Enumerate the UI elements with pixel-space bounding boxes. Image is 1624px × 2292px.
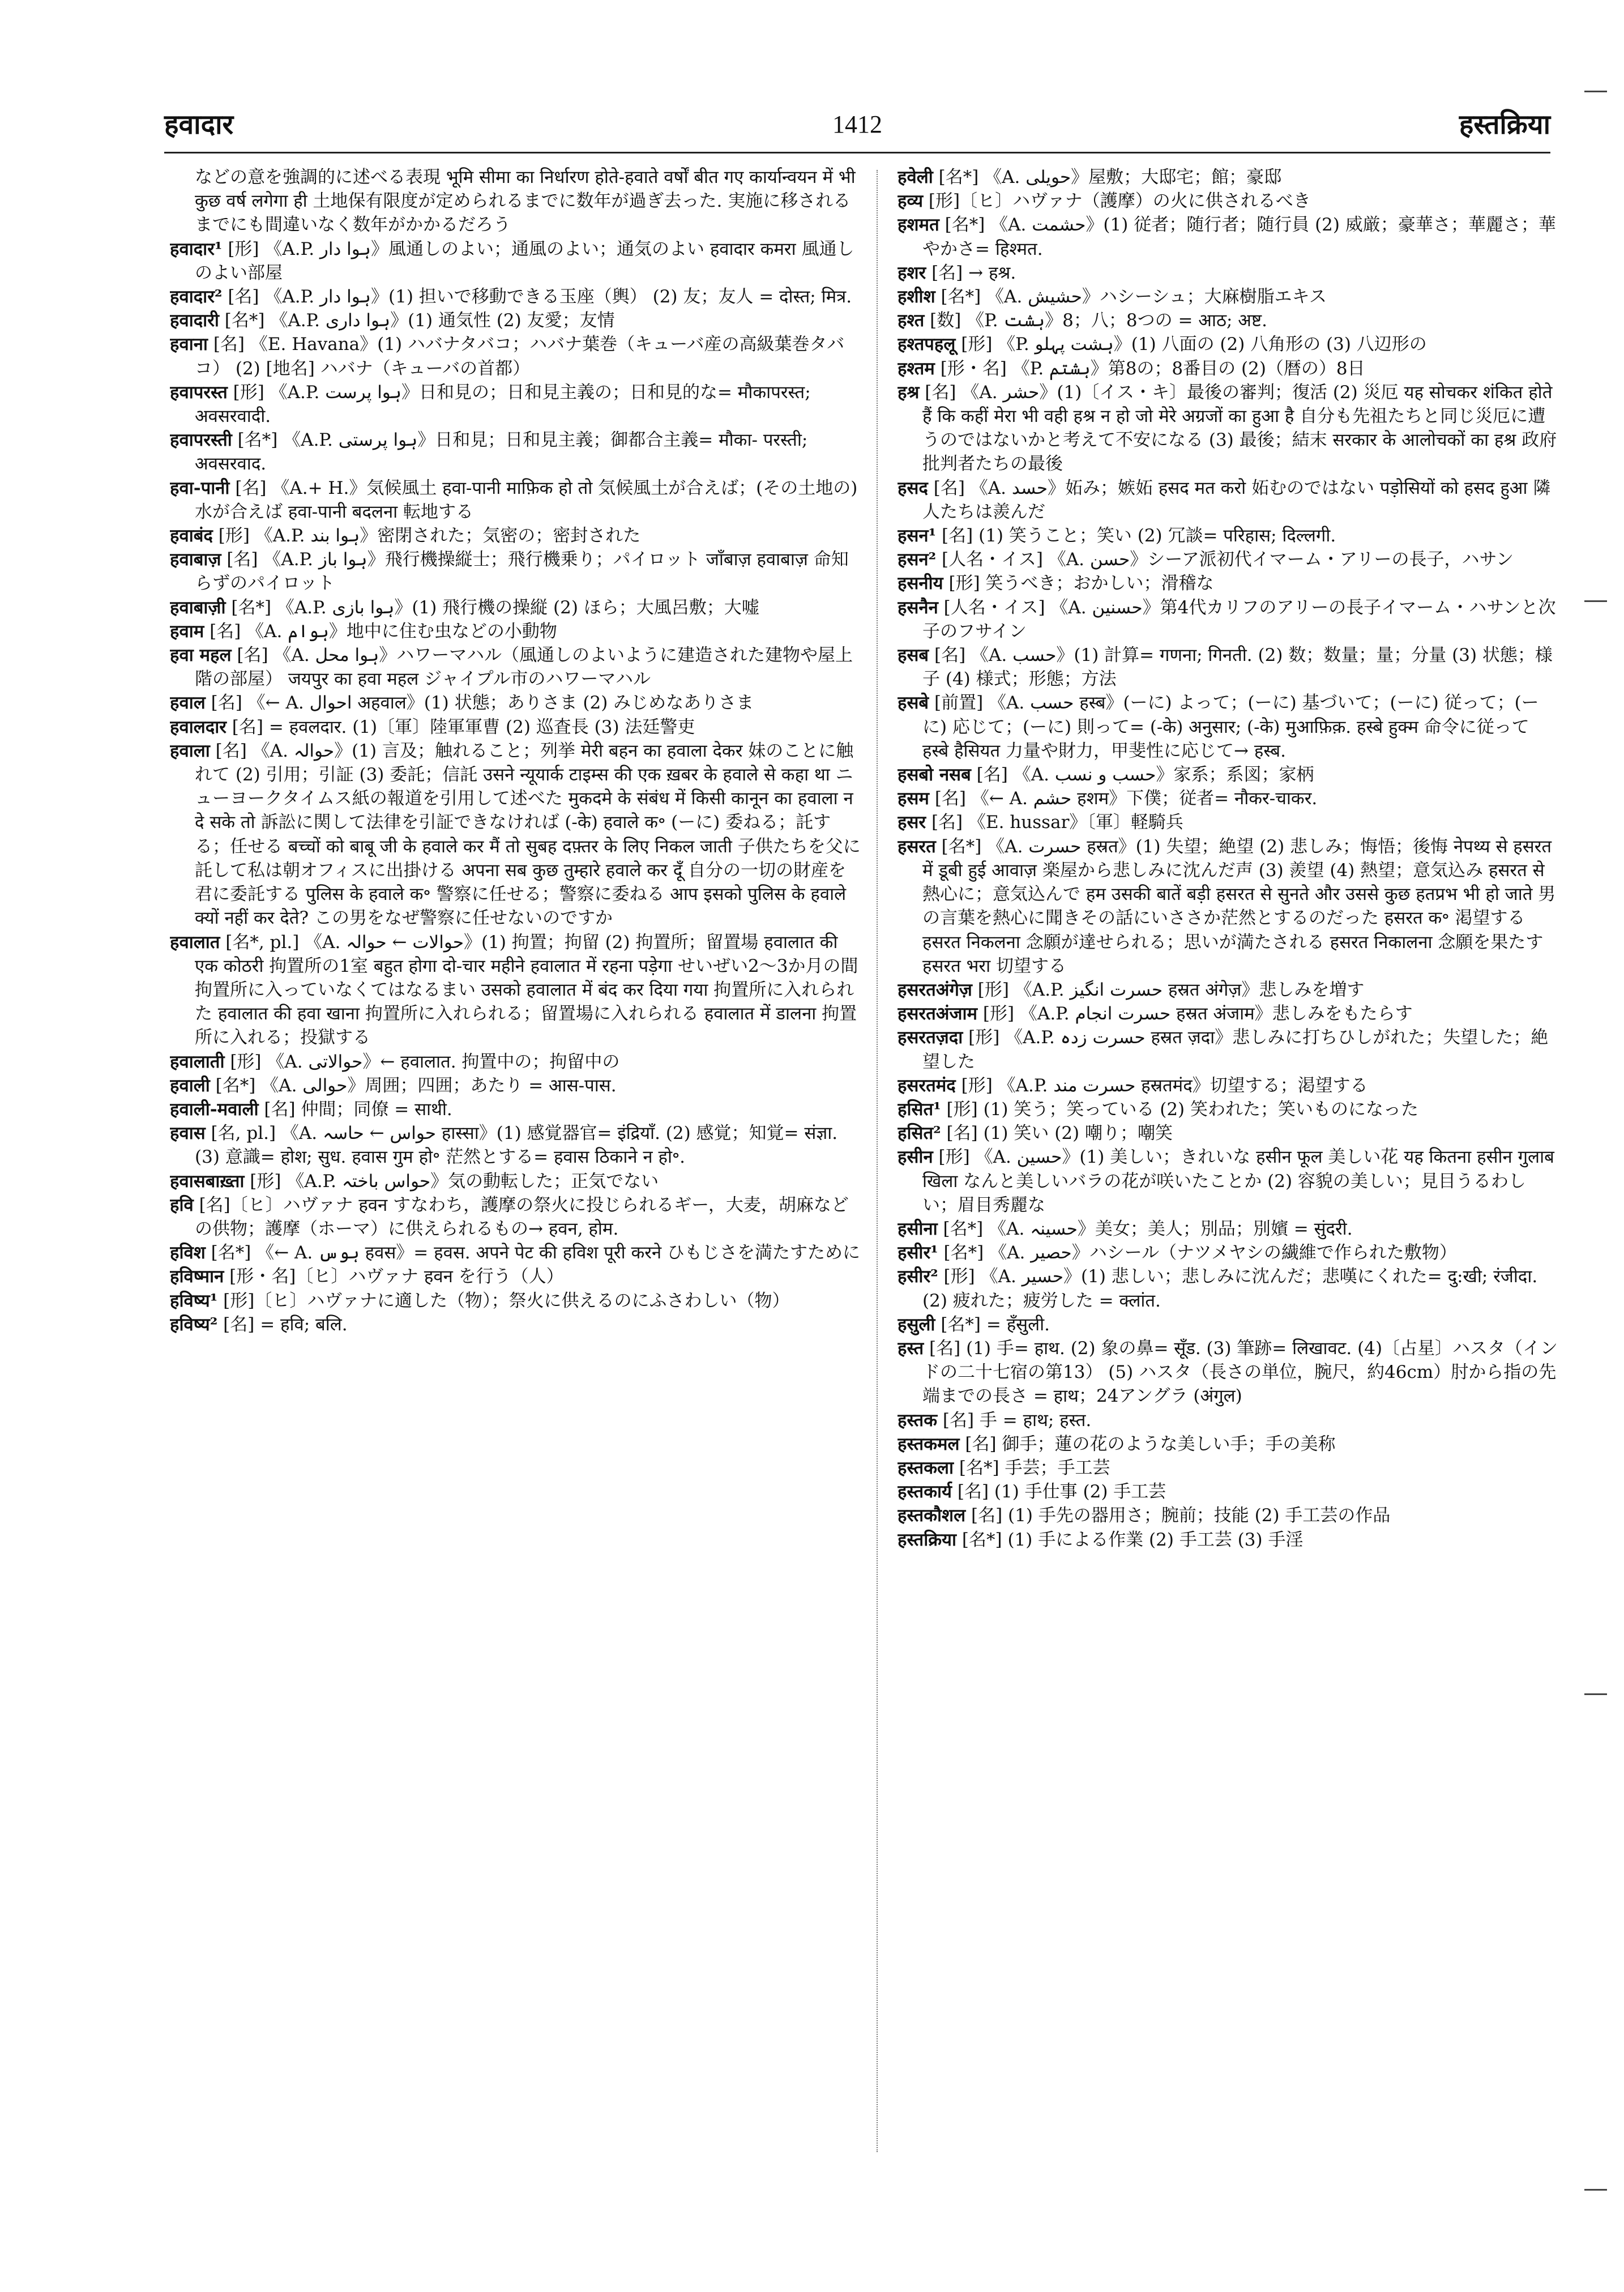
entry-definition: [名] → हश्र. — [926, 262, 1016, 283]
entry-headword: हविष्य² — [170, 1314, 218, 1335]
dictionary-entry — [898, 476, 1560, 524]
entry-definition: [形] 《A.P. ہوا دار》風通しのよい；通風のよい；通気のよい हवादार कमरा 風通しのよい部屋 — [195, 238, 854, 283]
entry-definition: [形] 《A.P. حسرت زدہ हस्रत ज़दा》悲しみに打ちひしがれた；失望した；絶望した — [922, 1027, 1549, 1072]
entry-definition: などの意を強調的に述べる表現 भूमि सीमा का निर्धारण होते-हवाते वर्षों बीत गए कार्यान्वयन में भी कुछ वर्ष लगेगा ही 土地保有限度が定められるまでに数年が過ぎ去った. 実施に移されるまでにも間違いなく数年がかかるだろう — [195, 167, 856, 236]
dictionary-entry — [898, 1265, 1560, 1312]
dictionary-entry — [170, 643, 861, 691]
entry-headword: हवापरस्ती — [170, 430, 232, 451]
dictionary-entry — [898, 332, 1560, 356]
entry-definition: [名] 《A. حسب و نسب》家系；系図；家柄 — [971, 765, 1314, 786]
entry-definition: [名*] 《A. حشیش》ハシーシュ；大麻樹脂エキス — [935, 287, 1327, 308]
entry-headword: हवाबाज़ — [170, 549, 221, 570]
entry-definition: [形] 《A.P. حواس باختہ》気の動転した；正気でない — [244, 1171, 659, 1192]
dictionary-entry — [898, 261, 1560, 285]
entry-headword: हवास — [170, 1123, 206, 1144]
entry-definition: [名] 《A. حسب》(1) 計算= गणना; गिनती. (2) 数；数量；量；分量 (3) 状態；様子 (4) 様式；形態；方法 — [922, 645, 1553, 690]
dictionary-entry — [898, 571, 1560, 595]
dictionary-entry — [898, 165, 1560, 189]
entry-definition: [名] (1) 笑うこと；笑い (2) 冗談= परिहास; दिल्लगी. — [936, 526, 1336, 547]
entry-headword: हविश — [170, 1243, 206, 1264]
dictionary-entry — [898, 1217, 1560, 1241]
entry-definition: [形] 《A.P. حسرت انگیز हस्रत अंगेज़》悲しみを増す — [972, 979, 1365, 1000]
entry-headword: हसन¹ — [898, 526, 937, 547]
entry-definition: [名*] = हँसुली. — [935, 1314, 1050, 1335]
entry-definition: [形] 《A.P. حسرت انجام हस्रत अंजाम》悲しみをもたらす — [977, 1004, 1413, 1025]
entry-definition: [名] 《A. حوالہ》(1) 言及；触れること；列挙 मेरी बहन का हवाला देकर 妹のことに触れて (2) 引用；引証 (3) 委託；信託 उसने न्यूयार्क टाइम्स की एक ख़बर के हवाले से कहा था ニューヨークタイムス紙の報道を引用して述べた मुकदमे के संबंध में किसी कानून का हवाला न दे सके तो 訴訟に関して法律を引証できなければ (-के) हवाले क॰ (ーに) 委ねる；託する；任せる बच्चों को बाबू जी के हवाले कर मैं तो सुबह दफ़्तर के लिए निकल जाती 子供たちを父に託して私は朝オフィスに出掛ける अपना सब कुछ तुम्हारे हवाले कर दूँ 自分の一切の財産を君に委託する पुलिस के हवाले क॰ 警察に任せる；警察に委ねる आप इसको पुलिस के हवाले क्यों नहीं कर देते? この男をなぜ警察に任せないのですか — [195, 740, 861, 929]
entry-headword: हसन² — [898, 549, 937, 570]
edge-mark — [1584, 1693, 1607, 1695]
entry-headword: हस्तक — [898, 1410, 937, 1431]
entry-definition: [名] = हवलदार. (1)〔軍〕陸軍軍曹 (2) 巡査長 (3) 法廷警吏 — [226, 716, 695, 737]
entry-definition: [名*] 《A. حوالی》周囲；四囲；あたり = आस-पास. — [210, 1075, 617, 1096]
entry-definition: [形] 《A. حوالاتی》← हवालात. 拘置中の；拘留中の — [224, 1051, 620, 1072]
entry-definition: [名] 《← A. حشم हशम》下僕；従者= नौकर-चाकर. — [929, 788, 1318, 809]
edge-mark — [1584, 2189, 1607, 2191]
entry-headword: हवा महल — [170, 645, 232, 666]
entry-headword: हसब — [898, 645, 929, 666]
edge-mark — [1584, 600, 1607, 602]
dictionary-entry — [898, 810, 1560, 834]
entry-definition: [形] 《A. حسین》(1) 美しい；きれいな हसीन फूल 美しい花 यह कितना हसीन गुलाब खिला なんと美しいバラの花が咲いたことか (2) 容貌の美しい；見目うるわしい；眉目秀麗な — [922, 1147, 1554, 1215]
entry-definition: [名*] 手芸；手工芸 — [954, 1457, 1110, 1478]
dictionary-entry — [170, 548, 861, 595]
entry-headword: हसित¹ — [898, 1099, 941, 1120]
entry-headword: हसीन — [898, 1147, 933, 1168]
entry-headword: हवाबंद — [170, 526, 213, 547]
dictionary-entry — [170, 428, 861, 476]
dictionary-entry — [170, 1265, 861, 1288]
entry-definition: [名] 御手；蓮の花のような美しい手；手の美称 — [959, 1433, 1336, 1454]
entry-headword: हश्तम — [898, 358, 935, 379]
dictionary-entry — [898, 309, 1560, 332]
dictionary-entry — [170, 1289, 861, 1313]
entry-headword: हसरतज़दा — [898, 1027, 963, 1048]
dictionary-entry — [170, 1074, 861, 1098]
entry-headword: हसबो नसब — [898, 765, 971, 786]
entry-headword: हश्त — [898, 310, 925, 331]
right-column — [898, 165, 1560, 2159]
dictionary-entry — [898, 763, 1560, 787]
entry-definition: [名*, pl.] 《A. حوالات ← حوالہ》(1) 拘置；拘留 (2) 拘置所；留置場 हवालात की एक कोठरी 拘置所の1室 बहुत होगा दो-चार महीने हवालात में रहना पड़ेगा せいぜい2〜3か月の間拘置所に入っていなくてはなるまい उसको हवालात में बंद कर दिया गया 拘置所に入れられた हवालात की हवा खाना 拘置所に入れられる；留置場に入れられる हवालात में डालना 拘置所に入れる；投獄する — [195, 932, 858, 1048]
dictionary-entry — [898, 1098, 1560, 1121]
dictionary-entry — [170, 1050, 861, 1074]
dictionary-entry — [898, 1409, 1560, 1432]
running-head — [164, 105, 1550, 144]
entry-definition: [名] 《E. Havana》(1) ハバナタバコ；ハバナ葉巻（キューバ産の高級葉巻タバコ） (2) [地名] ハバナ（キューバの首都） — [195, 334, 845, 379]
dictionary-entry — [898, 213, 1560, 261]
entry-headword: हसुली — [898, 1314, 935, 1335]
entry-headword: हसनैन — [898, 597, 938, 618]
entry-headword: हवालदार — [170, 716, 226, 737]
entry-definition: [名] 仲間；同僚 = साथी. — [258, 1099, 452, 1120]
entry-definition: [名*] 《A. حشمت》(1) 従者；随行者；随行員 (2) 威厳；豪華さ；華麗さ；華やかさ= हिश्मत. — [922, 215, 1556, 259]
entry-definition: [名] 《← A. احوال अहवाल》(1) 状態；ありさま (2) みじめなありさま — [205, 693, 754, 714]
entry-definition: [形]〔ヒ〕ハヴァナに適した（物）；祭火に供えるのにふさわしい（物） — [217, 1290, 790, 1311]
dictionary-entry — [898, 643, 1560, 691]
entry-definition: [形] 《P. ہشت پہلو》(1) 八面の (2) 八角形の (3) 八辺形の — [955, 334, 1427, 355]
dictionary-entry — [898, 978, 1560, 1002]
entry-definition: [名*] 《A.P. ہوا داری》(1) 通気性 (2) 友愛；友情 — [219, 310, 615, 331]
entry-headword: हश्तपहलू — [898, 334, 956, 355]
dictionary-entry — [170, 1193, 861, 1241]
dictionary-entry — [170, 739, 861, 931]
entry-headword: हवाबाज़ी — [170, 597, 226, 618]
entry-definition: [形]〔ヒ〕ハヴァナ（護摩）の火に供されるべき — [923, 191, 1311, 212]
entry-definition: [名] (1) 手= हाथ. (2) 象の鼻= सूँड. (3) 筆跡= लिखावट. (4)〔占星〕ハスタ（インドの二十七宿の第13） (5) ハスタ（長さの単位，腕尺，約46cm）肘から指の先端までの長さ = हाथ；24アングラ (अंगुल) — [922, 1338, 1558, 1407]
entry-headword: हस्तकार्य — [898, 1482, 952, 1503]
entry-definition: [形] 《A.P. ہوا پرست》日和見の；日和見主義の；日和見的な= मौकापरस्त; अवसरवादी. — [195, 382, 811, 427]
dictionary-entry — [170, 476, 861, 524]
dictionary-entry — [170, 285, 861, 309]
edge-mark — [1584, 91, 1607, 92]
dictionary-entry — [170, 1170, 861, 1193]
entry-definition: [名] 手 = हाथ; हस्त. — [937, 1410, 1092, 1431]
entry-definition: [形] 《A.P. ہوا بند》密閉された；気密の；密封された — [212, 526, 641, 547]
entry-definition: [名*] (1) 手による作業 (2) 手工芸 (3) 手淫 — [956, 1529, 1304, 1550]
entry-headword: हसबे — [898, 693, 929, 714]
dictionary-entry — [898, 357, 1560, 381]
entry-definition: [名*] 《A. حصیر》ハシール（ナツメヤシの繊維で作られた敷物） — [938, 1243, 1457, 1264]
entry-definition: [名] (1) 手仕事 (2) 手工芸 — [952, 1482, 1166, 1503]
entry-headword: हवादारी — [170, 310, 219, 331]
entry-headword: हवाला — [170, 740, 210, 761]
entry-headword: हवाल — [170, 693, 206, 714]
dictionary-entry — [898, 1504, 1560, 1527]
entry-headword: हवाली-मवाली — [170, 1099, 259, 1120]
entry-headword: हविष्मान — [170, 1266, 224, 1287]
entry-headword: हसीर² — [898, 1266, 938, 1287]
dictionary-entry — [170, 1313, 861, 1337]
entry-definition: [名*] 《A.P. ہوا پرستی》日和見；日和見主義；御都合主義= मौका- परस्ती; अवसरवाद. — [195, 430, 808, 475]
dictionary-entry — [170, 237, 861, 285]
dictionary-entry — [898, 787, 1560, 810]
entry-definition: [名] 《A.+ H.》気候風土 हवा-पानी माफ़िक हो तो 気候風土が合えば；(その土地の) 水が合えば हवा-पानी बदलना 転地する — [195, 477, 858, 522]
entry-headword: हवासबाख़्ता — [170, 1171, 245, 1192]
dictionary-entry — [898, 596, 1560, 643]
entry-headword: हवाना — [170, 334, 208, 355]
entry-headword: हविष्य¹ — [170, 1290, 218, 1311]
entry-headword: हवेली — [898, 167, 933, 187]
entry-definition: [名*] 《A. حویلی》屋敷；大邸宅；館；豪邸 — [933, 167, 1282, 187]
entry-definition: [人名・イス] 《A. حسنین》第4代カリフのアリーの長子イマーム・ハサンと次子のフサイン — [922, 597, 1556, 642]
dictionary-entry — [898, 189, 1560, 213]
dictionary-entry — [170, 620, 861, 643]
dictionary-entry — [170, 309, 861, 332]
entry-headword: हश्र — [898, 382, 920, 403]
entry-headword: हस्तकमल — [898, 1433, 960, 1454]
entry-headword: हशीश — [898, 287, 935, 308]
entry-headword: हस्तकौशल — [898, 1505, 966, 1526]
dictionary-entry — [170, 1121, 861, 1169]
entry-definition: [形・名] 《P. ہشتم》第8の；8番目の (2)（暦の）8日 — [934, 358, 1365, 379]
dictionary-entry — [170, 596, 861, 620]
page-number: 1412 — [832, 110, 882, 138]
entry-headword: हशमत — [898, 215, 939, 236]
entry-definition: [名, pl.] 《A. حواس ← حاسہ हास्सा》(1) 感覚器官= इंद्रियाँ. (2) 感覚；知覚= संज्ञा. (3) 意識= होश; सुध. हवास गुम हो॰ 茫然とする= हवास ठिकाने न हो॰. — [195, 1123, 838, 1168]
left-column — [170, 165, 861, 2159]
dictionary-entry — [898, 691, 1560, 763]
entry-definition: [数] 《P. ہشت》8；八；8つの = आठ; अष्ट. — [924, 310, 1267, 331]
dictionary-entry — [170, 715, 861, 739]
entry-definition: [前置] 《A. حسب हस्ब》(ーに) よって；(ーに) 基づいて；(ーに) 従って；(ーに) 応じて；(ーに) 則って= (-के) अनुसार; (-के) मुआफ़िक़. हस्बे हुक्म 命令に従って हस्बे हैसियत 力量や財力，甲斐性に応じて→ हस्ब. — [922, 693, 1539, 761]
column-divider — [877, 170, 878, 2152]
entry-headword: हवापरस्त — [170, 382, 228, 403]
entry-definition: [名] 《A.P. ہوا دار》(1) 担いで移動できる玉座（輿） (2) 友；友人 = दोस्त; मित्र. — [222, 287, 852, 308]
dictionary-entry — [170, 332, 861, 380]
dictionary-entry — [898, 285, 1560, 309]
entry-definition: [形] 《A.P. حسرت مند हस्रतमंद》切望する；渇望する — [955, 1075, 1368, 1096]
entry-definition: [名] 《A. ہوام》地中に住む虫などの小動物 — [204, 621, 557, 642]
entry-definition: [形] (1) 笑う；笑っている (2) 笑われた；笑いものになった — [941, 1099, 1418, 1120]
entry-definition: [名*] 《A.P. ہوا بازی》(1) 飛行機の操縦 (2) ほら；大風呂敷；大嘘 — [225, 597, 759, 618]
dictionary-entry — [898, 1528, 1560, 1552]
entry-headword: हसीना — [898, 1218, 938, 1239]
entry-headword: हस्त — [898, 1338, 924, 1359]
entry-definition: [名] (1) 手先の器用さ；腕前；技能 (2) 手工芸の作品 — [965, 1505, 1391, 1526]
dictionary-entry — [898, 1241, 1560, 1265]
dictionary-entry — [170, 524, 861, 548]
dictionary-entry — [898, 1121, 1560, 1145]
entry-definition: [名] 《A. حشر》(1)〔イス・キ〕最後の審判；復活 (2) 災厄 यह सोचकर शंकित होते हैं कि कहीं मेरा भी वही हश्र न हो जो मेरे अग्रजों का हुआ है 自分も先祖たちと同じ災厄に遭うのではないかと考えて不安になる (3) 最後；結末 सरकार के आलोचकों का हश्र 政府批判者たちの最後 — [919, 382, 1557, 475]
entry-definition: [名*] 《A. حسینہ》美女；美人；別品；別嬪 = सुंदरी. — [937, 1218, 1353, 1239]
entry-headword: हवा-पानी — [170, 477, 230, 498]
dictionary-entry — [898, 1432, 1560, 1456]
dictionary-entry — [898, 1002, 1560, 1026]
entry-definition: [形] 《A. حسیر》(1) 悲しい；悲しみに沈んだ；悲嘆にくれた= दु:खी; रंजीदा. (2) 疲れた；疲労した = क्लांत. — [922, 1266, 1538, 1311]
entry-headword: हसनीय — [898, 573, 943, 594]
dictionary-entry — [898, 1337, 1560, 1409]
entry-headword: हसम — [898, 788, 929, 809]
dictionary-entry — [898, 835, 1560, 978]
entry-headword: हसीर¹ — [898, 1243, 938, 1264]
entry-definition: [名] 《A. ہوا محل》ハワーマハル（風通しのよいように建造された建物や屋上階の部屋） जयपुर का हवा महल ジャイプル市のハワーマハル — [195, 645, 853, 690]
header-first-headword: हवादार — [164, 109, 234, 140]
entry-definition: [形] 笑うべき；おかしい；滑稽な — [943, 573, 1214, 594]
dictionary-entry — [898, 1026, 1560, 1073]
entry-headword: हशर — [898, 262, 926, 283]
entry-headword: हव्य — [898, 191, 924, 212]
dictionary-entry — [170, 1098, 861, 1121]
header-rule — [164, 152, 1550, 153]
dictionary-entry — [898, 381, 1560, 476]
dictionary-entry — [898, 548, 1560, 571]
entry-definition: [名*] 《A. حسرت हस्रत》(1) 失望；絶望 (2) 悲しみ；悔悟；後悔 नेपथ्य से हसरत में डूबी हुई आवाज़ 楽屋から悲しみに沈んだ声 (3) 羨望 (4) 熱望；意気込み हसरत से 熱心に；意気込んで हम उसकी बातें बड़ी हसरत से सुनते और उससे कुछ हतप्रभ भी हो जाते 男の言葉を熱心に聞きその話にいささか茫然とするのだった हसरत क॰ 渇望する हसरत निकलना 念願が達せられる；思いが満たされる हसरत निकालना 念願を果たす हसरत भरा 切望する — [922, 836, 1556, 976]
entry-headword: हवाली — [170, 1075, 210, 1096]
entry-definition: [人名・イス] 《A. حسن》シーア派初代イマーム・アリーの長子，ハサン — [936, 549, 1514, 570]
entry-headword: हसरतमंद — [898, 1075, 956, 1096]
entry-headword: हसरत — [898, 836, 936, 857]
entry-headword: हसद — [898, 477, 928, 498]
dictionary-entry — [898, 1313, 1560, 1337]
dictionary-entry — [898, 1074, 1560, 1098]
entry-headword: हवि — [170, 1194, 194, 1215]
dictionary-entry — [170, 931, 861, 1050]
entry-headword: हवाम — [170, 621, 204, 642]
entry-headword: हवालात — [170, 932, 220, 953]
dictionary-entry — [170, 691, 861, 715]
entry-headword: हस्तकला — [898, 1457, 954, 1478]
entry-headword: हसर — [898, 812, 926, 833]
entry-definition: [名*] 《← A. ہوس हवस》= हवस. अपने पेट की हविश पूरी करने ひもじさを満たすために — [205, 1243, 860, 1264]
dictionary-entry — [170, 1241, 861, 1265]
header-last-headword: हस्तक्रिया — [1459, 109, 1550, 140]
dictionary-entry — [898, 1145, 1560, 1217]
entry-headword: हवादार¹ — [170, 238, 223, 259]
entry-definition: [名]〔ヒ〕ハヴァナ हवन すなわち，護摩の祭火に投じられるギー，大麦，胡麻などの供物；護摩（ホーマ）に供えられるもの→ हवन, होम. — [193, 1194, 849, 1239]
entry-headword: हसित² — [898, 1123, 941, 1144]
entry-headword: हसरतअंगेज़ — [898, 979, 972, 1000]
dictionary-entry — [170, 165, 861, 237]
entry-definition: [名] 《A. حسد》妬み；嫉妬 हसद मत करो 妬むのではない पड़ोसियों को हसद हुआ 隣人たちは羨んだ — [922, 477, 1551, 522]
entry-definition: [名] 《E. hussar》〔軍〕軽騎兵 — [926, 812, 1183, 833]
entry-definition: [名] (1) 笑い (2) 嘲り；嘲笑 — [941, 1123, 1173, 1144]
dictionary-entry — [898, 524, 1560, 548]
dictionary-entry — [170, 381, 861, 428]
entry-definition: [名] = हवि; बलि. — [217, 1314, 348, 1335]
dictionary-entry — [898, 1456, 1560, 1480]
entry-headword: हवादार² — [170, 287, 223, 308]
dictionary-entry — [898, 1480, 1560, 1504]
entry-definition: [名] 《A.P. ہوا باز》飛行機操縦士；飛行機乗り；パイロット जाँबाज़ हवाबाज़ 命知らずのパイロット — [195, 549, 849, 594]
entry-headword: हसरतअंजाम — [898, 1004, 978, 1025]
entry-headword: हवालाती — [170, 1051, 225, 1072]
entry-headword: हस्तक्रिया — [898, 1529, 957, 1550]
entry-definition: [形・名]〔ヒ〕ハヴァナ हवन を行う（人） — [224, 1266, 564, 1287]
